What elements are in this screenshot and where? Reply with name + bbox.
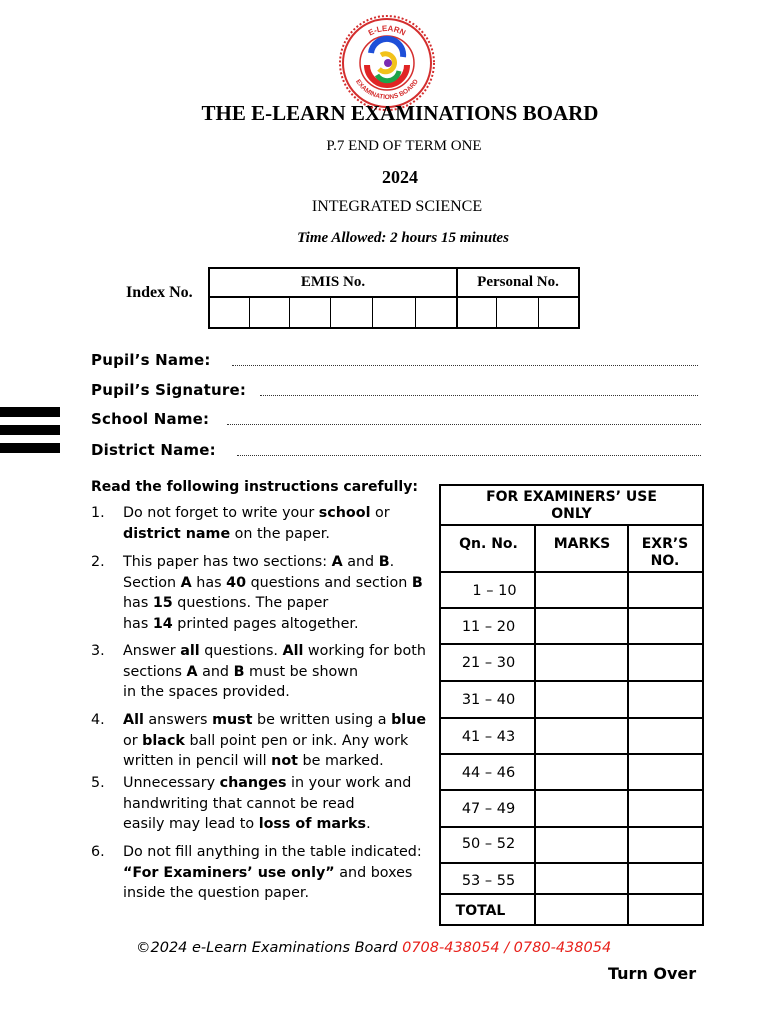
table-row bbox=[441, 719, 702, 755]
exam-year: 2024 bbox=[382, 167, 418, 187]
table-row bbox=[441, 755, 702, 791]
table-row bbox=[441, 791, 702, 828]
examiners-table bbox=[439, 484, 704, 926]
table-divider bbox=[627, 526, 629, 924]
qn-no-header: Qn. No. bbox=[459, 536, 518, 552]
margin-bar bbox=[0, 425, 60, 435]
instruction-number: 6. bbox=[91, 844, 105, 860]
instruction-text: All answers must be written using a blue or black ball point pen or ink. Any work written in pencil will not be marked. bbox=[123, 712, 427, 769]
school-name-field[interactable] bbox=[227, 423, 701, 425]
school-name-label: School Name: bbox=[91, 410, 210, 428]
phone-numbers: 0708-438054 / 0780-438054 bbox=[402, 940, 612, 956]
pupil-name-label: Pupil’s Name: bbox=[91, 351, 211, 369]
question-range: 44 – 46 bbox=[461, 765, 516, 781]
total-row bbox=[441, 895, 702, 926]
table-row bbox=[441, 864, 702, 895]
index-box[interactable] bbox=[210, 298, 250, 327]
index-box[interactable] bbox=[539, 298, 578, 327]
svg-text:E-LEARN: E-LEARN bbox=[366, 23, 408, 38]
question-range: 47 – 49 bbox=[461, 801, 516, 817]
index-box[interactable] bbox=[331, 298, 373, 327]
examiner-number-header: EXR’S NO. bbox=[641, 536, 689, 569]
margin-bar bbox=[0, 443, 60, 453]
instruction-number: 3. bbox=[91, 643, 105, 659]
svg-text:EXAMINATIONS BOARD: EXAMINATIONS BOARD bbox=[354, 78, 420, 102]
instruction-text: Do not forget to write your school or district name on the paper. bbox=[123, 505, 390, 542]
table-row bbox=[441, 573, 702, 609]
copyright-notice bbox=[136, 940, 611, 956]
table-row bbox=[441, 645, 702, 682]
index-number-label: Index No. bbox=[126, 284, 193, 301]
index-box[interactable] bbox=[458, 298, 497, 327]
table-row bbox=[441, 609, 702, 645]
question-range: 1 – 10 bbox=[472, 583, 517, 599]
question-range: 53 – 55 bbox=[461, 873, 516, 889]
pupil-signature-field[interactable] bbox=[260, 394, 698, 396]
instruction-text: This paper has two sections: A and B. Section A has 40 questions and section B has 15 questions. The paper has 14 printed pages altogether. bbox=[123, 554, 423, 632]
index-box[interactable] bbox=[497, 298, 539, 327]
index-box[interactable] bbox=[250, 298, 290, 327]
question-range: 11 – 20 bbox=[461, 619, 516, 635]
instruction-text: Do not fill anything in the table indicated: “For Examiners’ use only” and boxes inside the question paper. bbox=[123, 844, 422, 901]
instructions-title: Read the following instructions carefully: bbox=[91, 479, 418, 495]
emis-header: EMIS No. bbox=[210, 269, 458, 298]
question-range: 31 – 40 bbox=[461, 692, 516, 708]
question-range: 50 – 52 bbox=[461, 836, 516, 852]
time-allowed: Time Allowed: 2 hours 15 minutes bbox=[297, 230, 509, 246]
instruction-number: 2. bbox=[91, 554, 105, 570]
instruction-text: Unnecessary changes in your work and handwriting that cannot be read easily may lead to loss of marks. bbox=[123, 775, 412, 832]
pupil-name-field[interactable] bbox=[232, 364, 698, 366]
turn-over-label: Turn Over bbox=[608, 964, 697, 983]
table-row bbox=[441, 682, 702, 719]
index-box[interactable] bbox=[290, 298, 331, 327]
examiners-table-title: FOR EXAMINERS’ USE ONLY bbox=[486, 489, 657, 522]
index-number-grid bbox=[208, 267, 580, 329]
examiners-table-title-row bbox=[441, 486, 702, 526]
examiners-table-header-row bbox=[441, 526, 702, 573]
district-name-field[interactable] bbox=[237, 454, 701, 456]
table-row bbox=[441, 828, 702, 864]
board-title: THE E-LEARN EXAMINATIONS BOARD bbox=[201, 101, 599, 125]
marks-header: MARKS bbox=[553, 536, 611, 552]
instruction-text: Answer all questions. All working for both sections A and B must be shown in the spaces provided. bbox=[123, 643, 426, 700]
index-box[interactable] bbox=[373, 298, 416, 327]
board-logo-icon bbox=[337, 13, 437, 113]
district-name-label: District Name: bbox=[91, 441, 216, 459]
instruction-number: 4. bbox=[91, 712, 105, 728]
index-box[interactable] bbox=[416, 298, 458, 327]
question-range: 21 – 30 bbox=[461, 655, 516, 671]
table-divider bbox=[534, 526, 536, 924]
exam-term: P.7 END OF TERM ONE bbox=[326, 138, 482, 154]
instruction-number: 1. bbox=[91, 505, 105, 521]
copyright-text: ©2024 e-Learn Examinations Board bbox=[136, 940, 403, 956]
subject-title: INTEGRATED SCIENCE bbox=[311, 198, 483, 215]
instruction-number: 5. bbox=[91, 775, 105, 791]
margin-bar bbox=[0, 407, 60, 417]
pupil-signature-label: Pupil’s Signature: bbox=[91, 381, 247, 399]
total-label: TOTAL bbox=[455, 903, 506, 919]
question-range: 41 – 43 bbox=[461, 729, 516, 745]
personal-number-header: Personal No. bbox=[458, 269, 578, 298]
